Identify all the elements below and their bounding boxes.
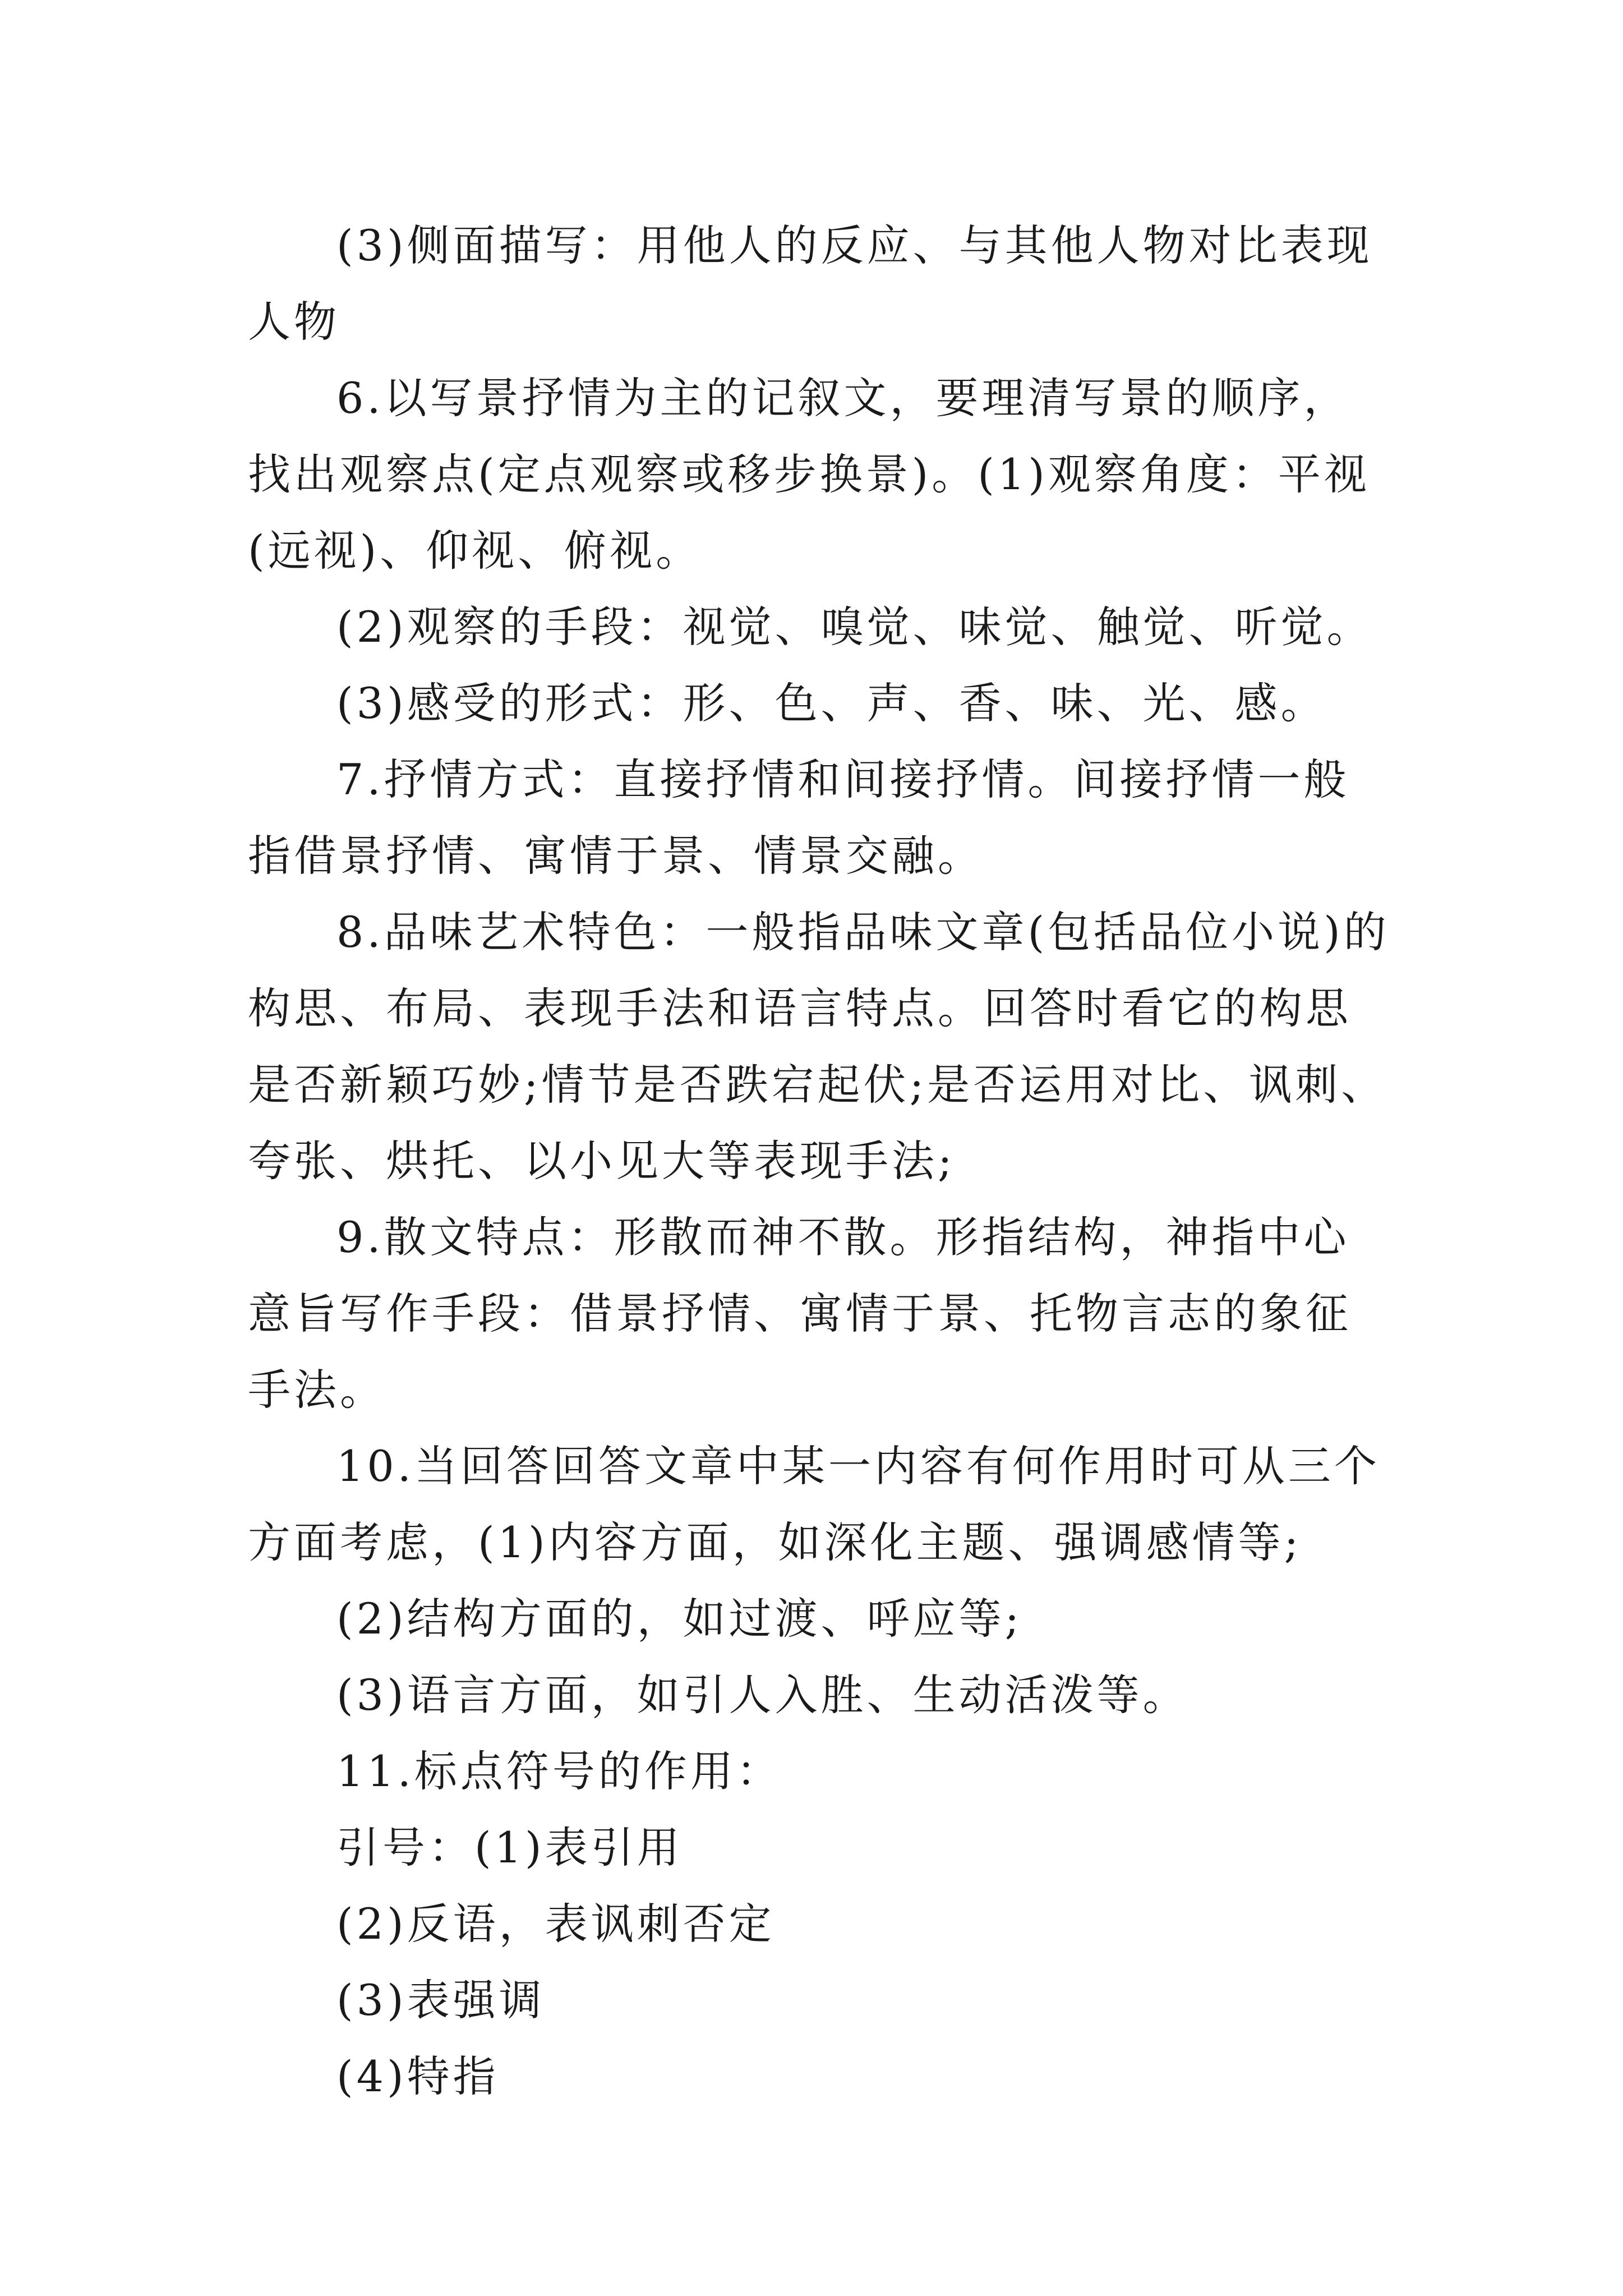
paragraph: (3)感受的形式：形、色、声、香、味、光、感。 [336,678,1327,728]
paragraph: (2)观察的手段：视觉、嗅觉、味觉、触觉、听觉。 [336,602,1373,652]
paragraph: 9.散文特点：形散而神不散。形指结构，神指中心意旨写作手段：借景抒情、寓情于景、托物言志的象征手法。 [248,1212,1352,1415]
paragraph: (4)特指 [336,2051,499,2101]
paragraph: 6.以写景抒情为主的记叙文，要理清写景的顺序，找出观察点(定点观察或移步换景)。(1)观察角度：平视(远视)、仰视、俯视。 [248,373,1370,576]
paragraph: 引号：(1)表引用 [336,1823,683,1872]
paragraph: (3)表强调 [336,1975,545,2025]
paragraph: (2)反语，表讽刺否定 [336,1899,775,1949]
paragraph: 11.标点符号的作用： [336,1746,782,1796]
paragraph: (3)语言方面，如引人入胜、生动活泼等。 [336,1670,1189,1720]
paragraph: (2)结构方面的，如过渡、呼应等; [336,1594,1023,1644]
document-body [248,208,1395,2115]
paragraph: 7.抒情方式：直接抒情和间接抒情。间接抒情一般指借景抒情、寓情于景、情景交融。 [248,754,1350,881]
paragraph: (3)侧面描写：用他人的反应、与其他人物对比表现人物 [248,220,1373,347]
paragraph: 8.品味艺术特色：一般指品味文章(包括品位小说)的构思、布局、表现手法和语言特点。回答时看它的构思是否新颖巧妙;情节是否跌宕起伏;是否运用对比、讽刺、夸张、烘托、以小见大等表现手法; [248,907,1390,1186]
paragraph: 10.当回答回答文章中某一内容有何作用时可从三个方面考虑，(1)内容方面，如深化主题、强调感情等; [248,1441,1380,1567]
